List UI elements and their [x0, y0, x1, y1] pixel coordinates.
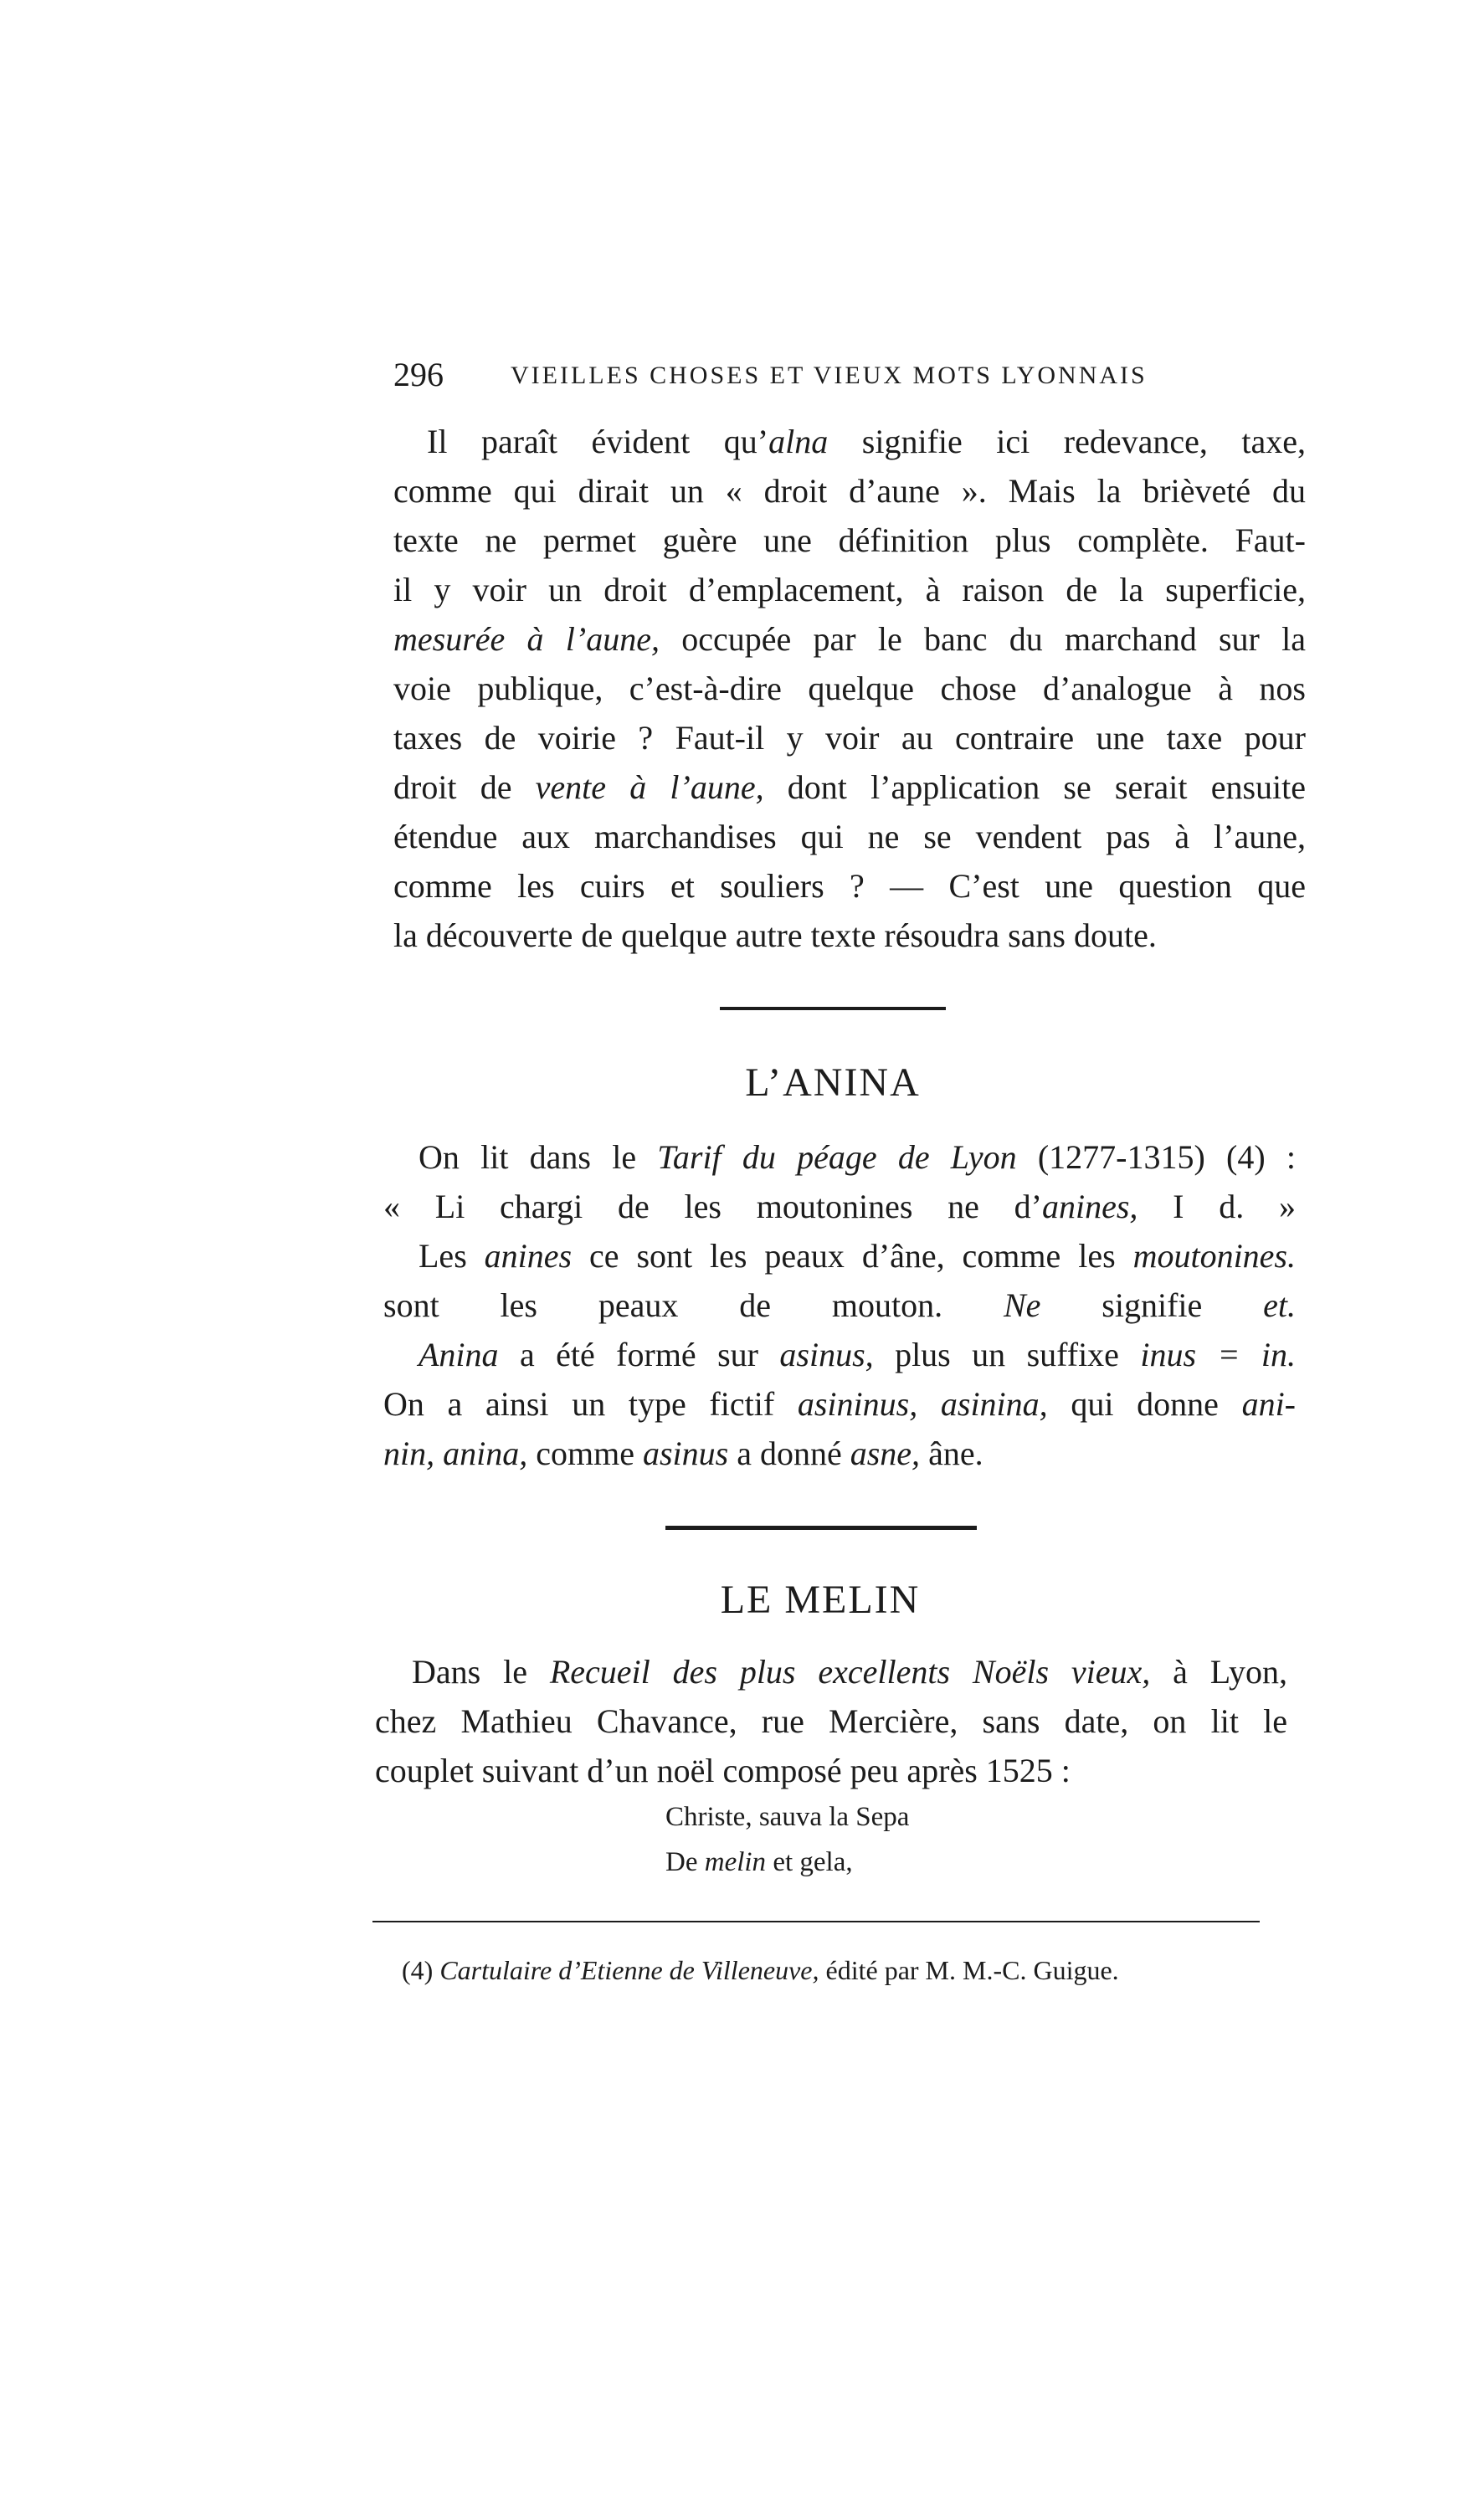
- italic-text: anines: [484, 1237, 573, 1275]
- text-segment: voie publique, c’est-à-dire quelque chose d’analogue à nos: [393, 670, 1306, 707]
- text-line: [375, 1698, 1287, 1745]
- text-line: [427, 418, 1306, 465]
- text-line: [419, 1332, 1296, 1378]
- verse-line: [665, 1797, 909, 1837]
- text-segment: à Lyon,: [1150, 1653, 1288, 1691]
- text-line: [412, 1649, 1287, 1696]
- text-segment: taxes de voirie ? Faut-il y voir au contraire une taxe pour: [393, 719, 1306, 757]
- section-title-melin: LE MELIN: [720, 1578, 921, 1622]
- text-segment: plus un suffixe: [873, 1336, 1141, 1373]
- text-segment: Les: [419, 1237, 485, 1275]
- text-segment: édité par M. M.-C. Guigue.: [819, 1955, 1119, 1985]
- text-segment: signifie ici redevance, taxe,: [828, 423, 1307, 460]
- text-line: [393, 567, 1306, 613]
- italic-text: Cartulaire d’Etienne de Villeneuve,: [439, 1955, 819, 1985]
- text-line: [393, 468, 1306, 515]
- text-line: [393, 616, 1306, 663]
- footnote-rule: [372, 1921, 1260, 1922]
- text-line: [419, 1233, 1296, 1280]
- section-divider: [665, 1526, 977, 1530]
- text-line: [383, 1430, 983, 1477]
- italic-text: vente à l’aune,: [535, 768, 764, 806]
- text-segment: a été formé sur: [498, 1336, 780, 1373]
- italic-text: mesurée à l’aune,: [393, 620, 660, 658]
- text-segment: I d. »: [1137, 1188, 1297, 1225]
- italic-text: asinus,: [779, 1336, 874, 1373]
- text-line: [393, 715, 1306, 762]
- running-title: VIEILLES CHOSES ET VIEUX MOTS LYONNAIS: [511, 362, 1148, 389]
- italic-text: asne,: [850, 1435, 921, 1472]
- italic-text: ani-: [1241, 1385, 1296, 1423]
- italic-text: melin: [704, 1847, 767, 1877]
- italic-text: asinus: [642, 1435, 729, 1472]
- text-segment: dont l’application se serait ensuite: [763, 768, 1306, 806]
- text-line: [419, 1134, 1296, 1181]
- italic-text: anines,: [1041, 1188, 1138, 1225]
- text-segment: (1277-1315) (4) :: [1016, 1138, 1297, 1176]
- italic-text: alna: [768, 423, 829, 460]
- text-segment: droit de: [393, 768, 536, 806]
- italic-text: inus = in.: [1140, 1336, 1296, 1373]
- text-segment: occupée par le banc du marchand sur la: [660, 620, 1307, 658]
- text-segment: et gela,: [766, 1847, 853, 1877]
- text-line: [393, 863, 1306, 910]
- text-segment: Il paraît évident qu’: [427, 423, 769, 460]
- text-segment: comme les cuirs et souliers ? — C’est une question que: [393, 867, 1306, 905]
- text-segment: comme qui dirait un « droit d’aune ». Mais la brièveté du: [393, 472, 1306, 510]
- text-segment: On a ainsi un type fictif: [383, 1385, 798, 1423]
- running-head: [393, 352, 1163, 398]
- text-line: [393, 764, 1306, 811]
- text-segment: De: [665, 1847, 705, 1877]
- italic-text: Recueil des plus excellents Noëls vieux,: [549, 1653, 1151, 1691]
- text-segment: texte ne permet guère une définition plus complète. Faut-: [393, 521, 1306, 559]
- text-segment: On lit dans le: [419, 1138, 658, 1176]
- text-segment: chez Mathieu Chavance, rue Mercière, sans date, on lit le: [375, 1702, 1287, 1740]
- italic-text: Anina: [419, 1336, 499, 1373]
- italic-text: moutonines.: [1132, 1237, 1296, 1275]
- text-line: [393, 517, 1306, 564]
- text-segment: comme: [527, 1435, 643, 1472]
- italic-text: Ne: [1003, 1286, 1041, 1324]
- text-line: [375, 1748, 1071, 1794]
- text-segment: (4): [402, 1955, 440, 1985]
- text-segment: sont les peaux de mouton.: [383, 1286, 1004, 1324]
- text-segment: « Li chargi de les moutonines ne d’: [383, 1188, 1042, 1225]
- italic-text: et.: [1263, 1286, 1297, 1324]
- italic-text: Tarif du péage de Lyon: [657, 1138, 1017, 1176]
- page-number: 296: [393, 356, 444, 393]
- text-segment: qui donne: [1047, 1385, 1242, 1423]
- text-line: [383, 1183, 1296, 1230]
- text-segment: étendue aux marchandises qui ne se vendent pas à l’aune,: [393, 818, 1306, 855]
- text-segment: ce sont les peaux d’âne, comme les: [572, 1237, 1133, 1275]
- text-segment: signifie: [1040, 1286, 1264, 1324]
- text-line: [383, 1282, 1296, 1329]
- section-title-anina: L’ANINA: [745, 1060, 921, 1105]
- text-line: [393, 813, 1306, 860]
- text-line: [393, 665, 1306, 712]
- footnote-line: [402, 1950, 1119, 1990]
- text-segment: âne.: [920, 1435, 983, 1472]
- text-segment: Dans le: [412, 1653, 550, 1691]
- text-segment: Christe, sauva la Sepa: [665, 1802, 910, 1832]
- text-segment: il y voir un droit d’emplacement, à raison de la superficie,: [393, 571, 1306, 608]
- text-segment: la découverte de quelque autre texte résoudra sans doute.: [393, 916, 1157, 954]
- text-segment: a donné: [728, 1435, 850, 1472]
- section-divider: [720, 1007, 946, 1010]
- text-line: [393, 912, 1157, 959]
- italic-text: nin, anina,: [383, 1435, 528, 1472]
- text-line: [383, 1381, 1296, 1428]
- verse-line: [665, 1842, 853, 1882]
- italic-text: asininus, asinina,: [797, 1385, 1048, 1423]
- text-segment: couplet suivant d’un noël composé peu après 1525 :: [375, 1752, 1071, 1789]
